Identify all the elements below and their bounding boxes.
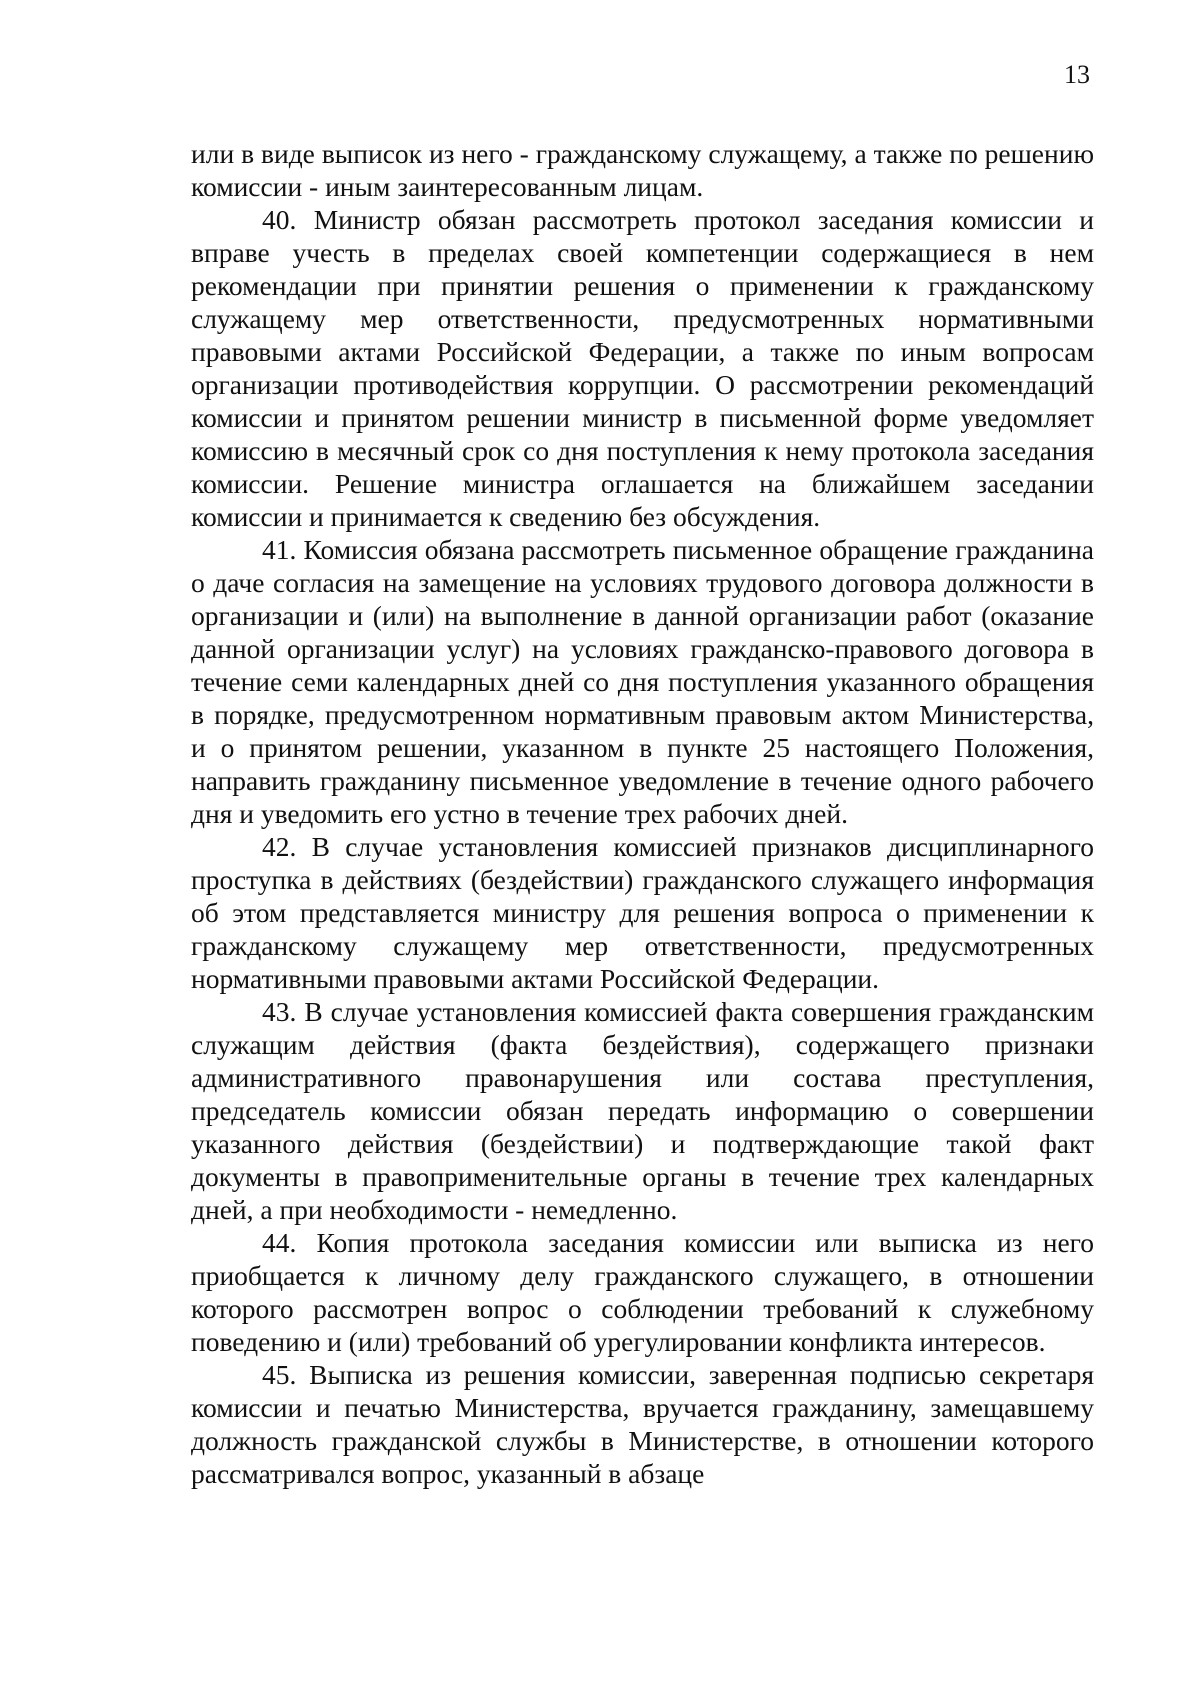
paragraph-43: 43. В случае установления комиссией факта совершения гражданским служащим действия (факта бездействия), содержащего признаки административного правонарушения или состава преступления, председатель комиссии обязан передать информацию о совершении указанного действия (бездействии) и подтверждающие такой факт документы в правоприменительные органы в течение трех календарных дней, а при необходимости - немедленно. (191, 996, 1094, 1225)
paragraph-40: 40. Министр обязан рассмотреть протокол заседания комиссии и вправе учесть в пределах своей компетенции содержащиеся в нем рекомендации при принятии решения о применении к гражданскому служащему мер ответственности, предусмотренных нормативными правовыми актами Российской Федерации, а также по иным вопросам организации противодействия коррупции. О рассмотрении рекомендаций комиссии и принятом решении министр в письменной форме уведомляет комиссию в месячный срок со дня поступления к нему протокола заседания комиссии. Решение министра оглашается на ближайшем заседании комиссии и принимается к сведению без обсуждения. (191, 204, 1094, 532)
paragraph-continuation: или в виде выписок из него - гражданскому служащему, а также по решению комиссии - иным заинтересованным лицам. (191, 138, 1094, 202)
paragraph-45: 45. Выписка из решения комиссии, заверенная подписью секретаря комиссии и печатью Министерства, вручается гражданину, замещавшему должность гражданской службы в Министерстве, в отношении которого рассматривался вопрос, указанный в абзаце (191, 1359, 1094, 1489)
paragraph-41: 41. Комиссия обязана рассмотреть письменное обращение гражданина о даче согласия на замещение на условиях трудового договора должности в организации и (или) на выполнение в данной организации работ (оказание данной организации услуг) на условиях гражданско-правового договора в течение семи календарных дней со дня поступления указанного обращения в порядке, предусмотренном нормативным правовым актом Министерства, и о принятом решении, указанном в пункте 25 настоящего Положения, направить гражданину письменное уведомление в течение одного рабочего дня и уведомить его устно в течение трех рабочих дней. (191, 534, 1094, 829)
page-number: 13 (1064, 60, 1090, 89)
paragraph-42: 42. В случае установления комиссией признаков дисциплинарного проступка в действиях (бездействии) гражданского служащего информация об этом представляется министру для решения вопроса о применении к гражданскому служащему мер ответственности, предусмотренных нормативными правовыми актами Российской Федерации. (191, 831, 1094, 994)
paragraph-44: 44. Копия протокола заседания комиссии или выписка из него приобщается к личному делу гражданского служащего, в отношении которого рассмотрен вопрос о соблюдении требований к служебному поведению и (или) требований об урегулировании конфликта интересов. (191, 1227, 1094, 1357)
document-body (191, 137, 1094, 1490)
